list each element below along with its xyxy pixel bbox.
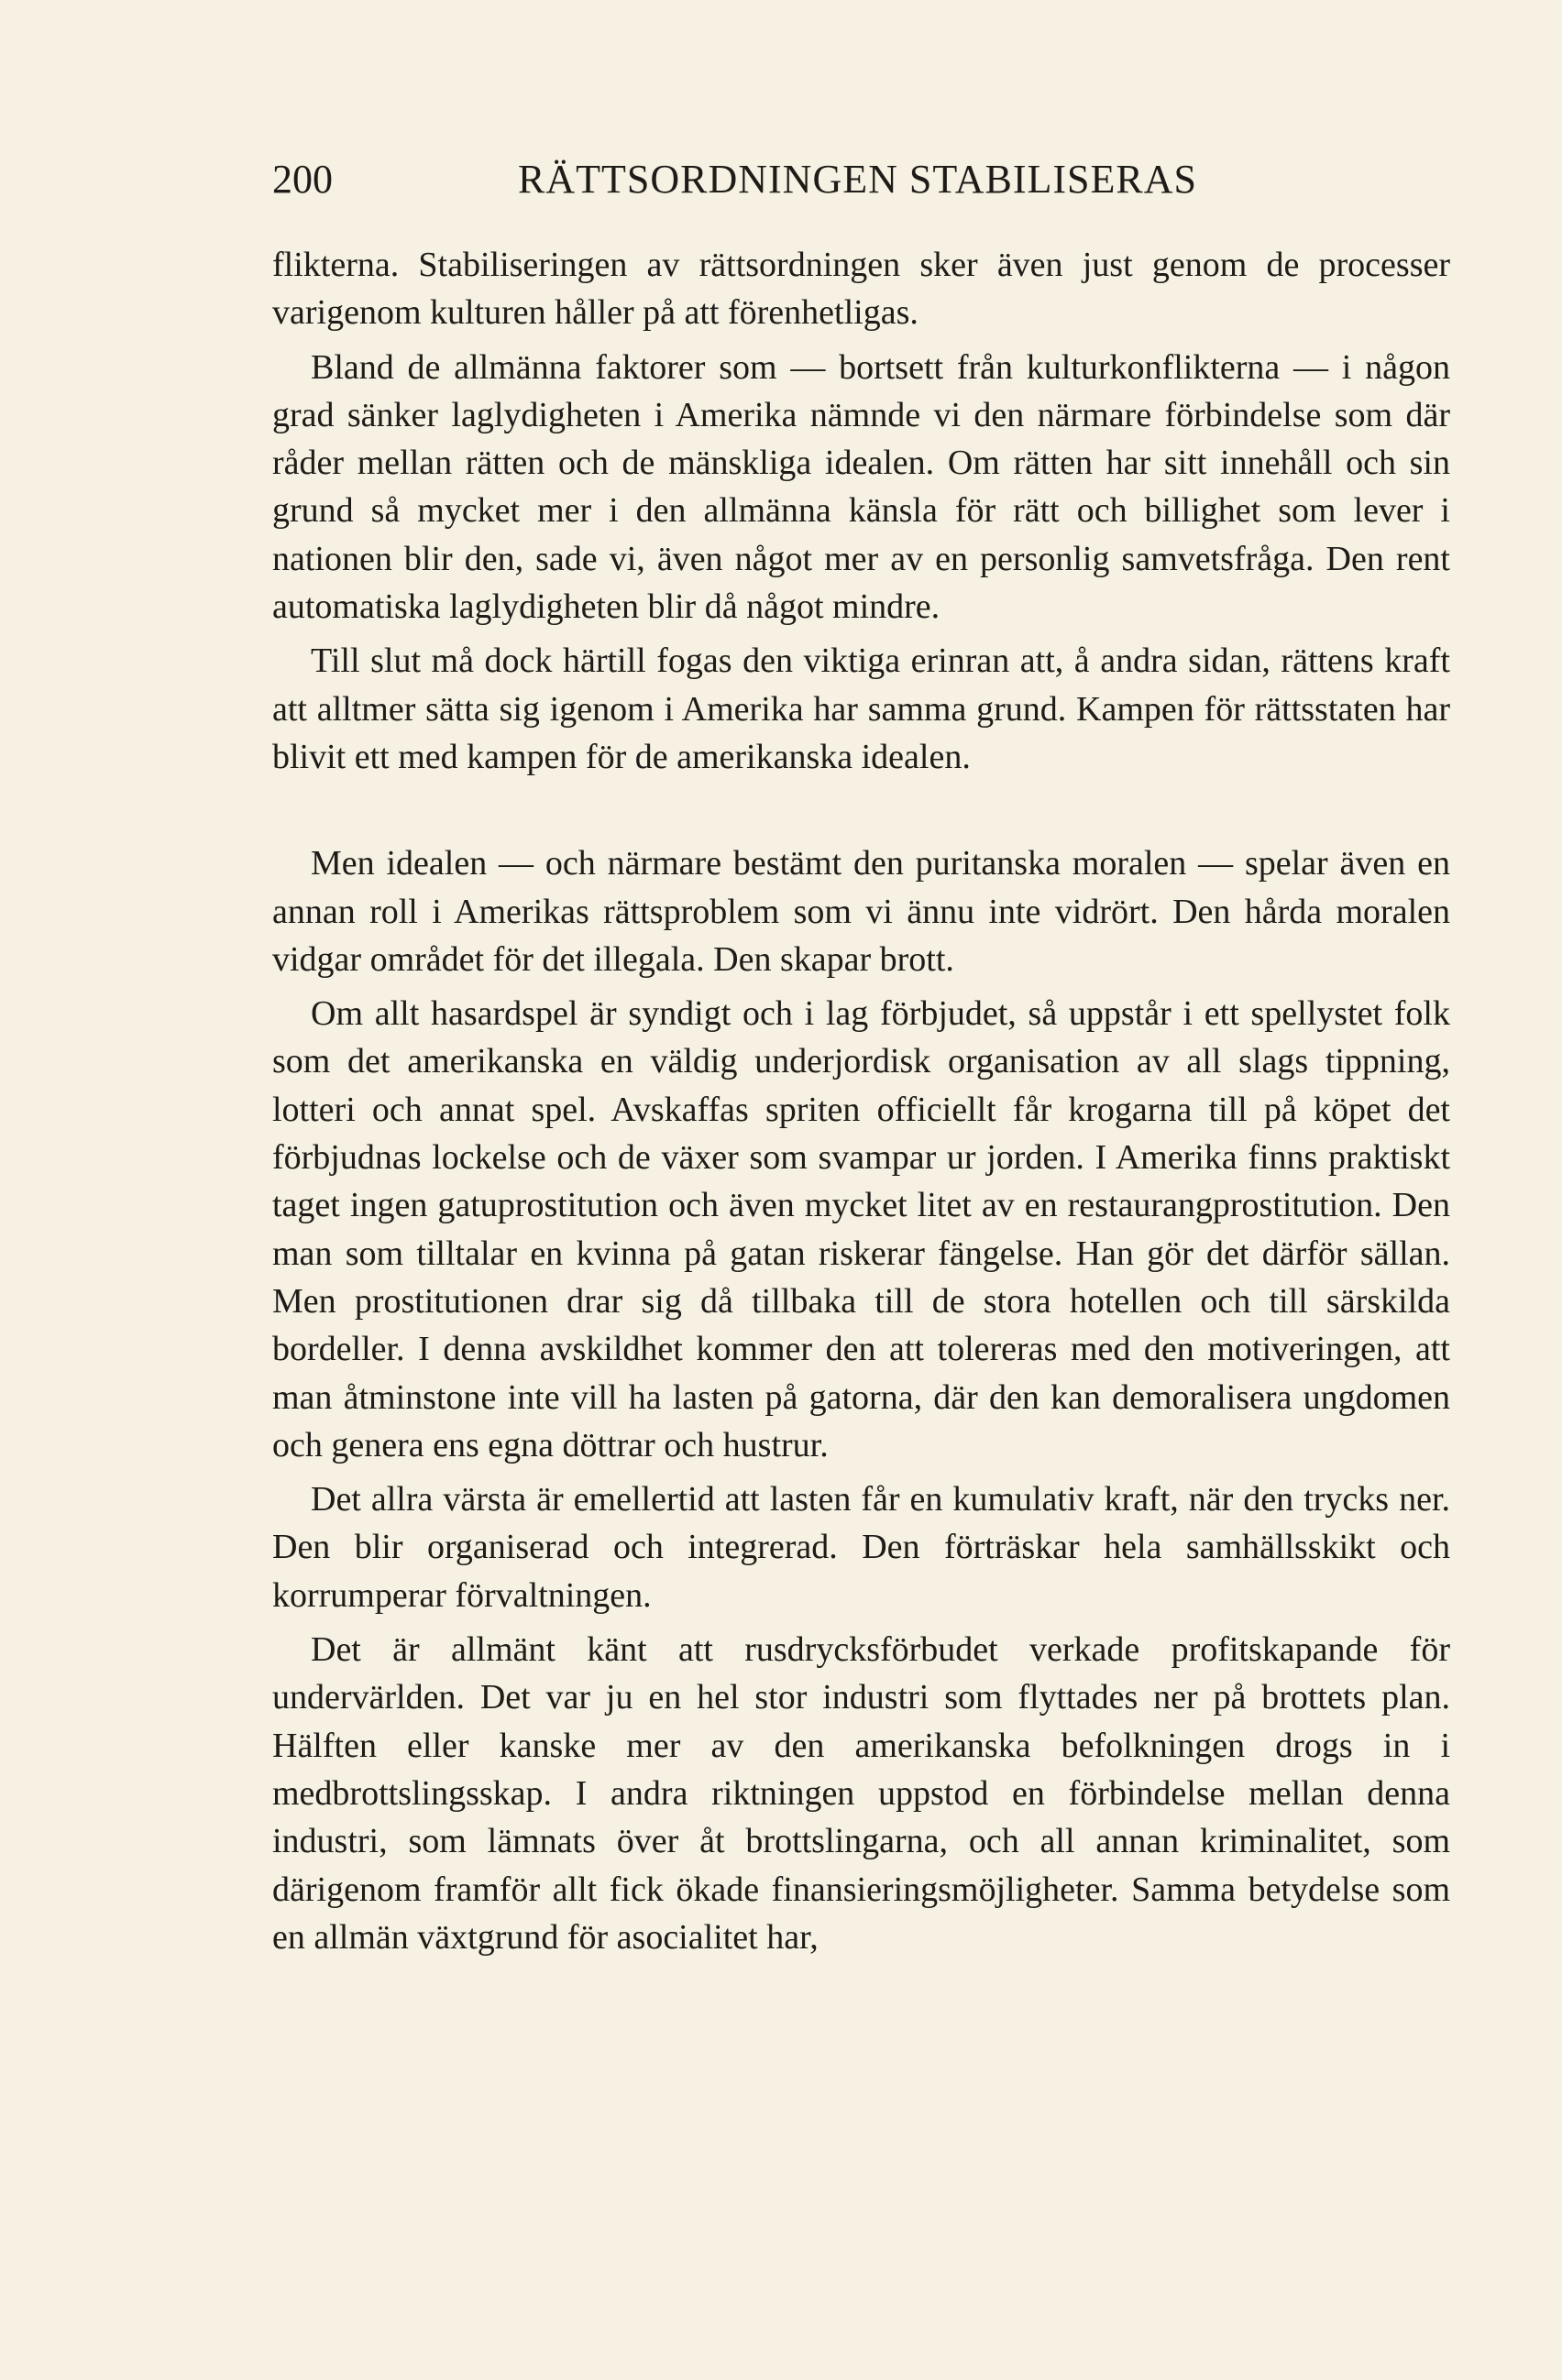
- paragraph-7: Det är allmänt känt att rusdrycksförbudet verkade profitskapande för undervärlden. Det var ju en hel stor industri som flyttades ner på brottets plan. Hälften eller kanske mer av den amerikanska befolkningen drogs in i medbrottslingsskap. I andra riktningen uppstod en förbindelse mellan denna industri, som lämnats över åt brottslingarna, och all annan kriminalitet, som därigenom framför allt fick ökade finansieringsmöjligheter. Samma betydelse som en allmän växtgrund för asocialitet har,: [272, 1630, 1450, 1957]
- body-text: [272, 241, 1450, 1961]
- running-head: RÄTTSORDNINGEN STABILISERAS: [518, 157, 1197, 202]
- paragraph-2: Bland de allmänna faktorer som — bortsett från kulturkonflikterna — i någon grad sänker laglydigheten i Amerika nämnde vi den närmare förbindelse som där råder mellan rätten och de mänskliga idealen. Om rätten har sitt innehåll och sin grund så mycket mer i den allmänna känsla för rätt och billighet som lever i nationen blir den, sade vi, även något mer av en personlig samvetsfråga. Den rent automatiska laglydigheten blir då något mindre.: [272, 347, 1450, 627]
- paragraph-5: Om allt hasardspel är syndigt och i lag förbjudet, så uppstår i ett spellystet folk som det amerikanska en väldig underjordisk organisation av all slags tippning, lotteri och annat spel. Avskaffas spriten officiellt får krogarna till på köpet det förbjudnas lockelse och de växer som svampar ur jorden. I Amerika finns praktiskt taget ingen gatuprostitution och även mycket litet av en restaurangprostitution. Den man som tilltalar en kvinna på gatan riskerar fängelse. Han gör det därför sällan. Men prostitutionen drar sig då tillbaka till de stora hotellen och till särskilda bordeller. I denna avskildhet kommer den att tolereras med den motiveringen, att man åtminstone inte vill ha lasten på gatorna, där den kan demoralisera ungdomen och genera ens egna döttrar och hustrur.: [272, 994, 1450, 1464]
- paragraph-1: flikterna. Stabiliseringen av rättsordningen sker även just genom de processer varigenom kulturen håller på att förenhetligas.: [272, 246, 1450, 333]
- paragraph-6: Det allra värsta är emellertid att lasten får en kumulativ kraft, när den trycks ner. Den blir organiserad och integrerad. Den förträskar hela samhällsskikt och korrumperar förvaltningen.: [272, 1480, 1450, 1615]
- paragraph-3: Till slut må dock härtill fogas den viktiga erinran att, å andra sidan, rättens kraft att alltmer sätta sig igenom i Amerika har samma grund. Kampen för rättsstaten har blivit ett med kampen för de amerikanska idealen.: [272, 642, 1450, 776]
- page-number: 200: [272, 157, 333, 202]
- page-header: [272, 156, 1455, 220]
- paragraph-4: Men idealen — och närmare bestämt den puritanska moralen — spelar även en annan roll i Amerikas rättsproblem som vi ännu inte vidrört. Den hårda moralen vidgar området för det illegala. Den skapar brott.: [272, 844, 1450, 979]
